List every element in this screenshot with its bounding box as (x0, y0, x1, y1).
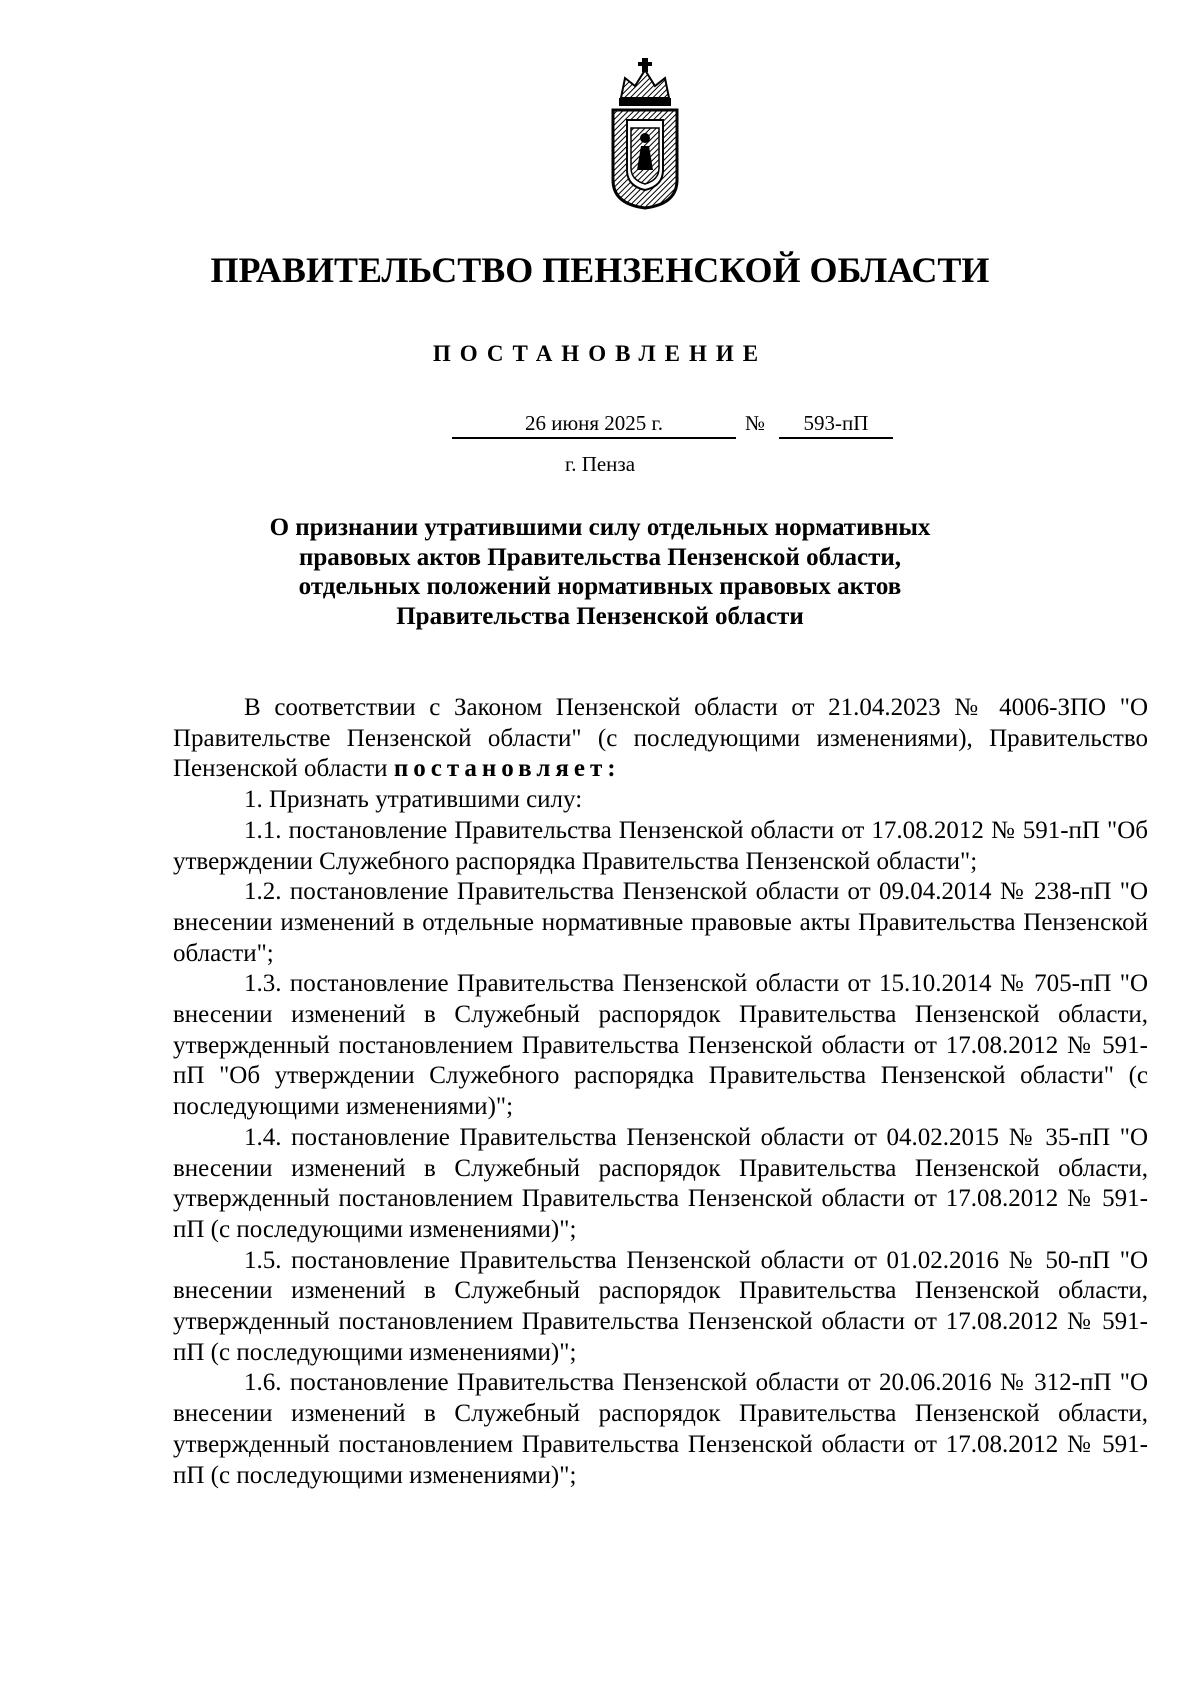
subject-line: Правительства Пензенской области (396, 602, 804, 630)
document-date: 26 июня 2025 г. (452, 410, 736, 439)
document-body (173, 693, 1148, 1491)
decree-word: постановляет: (393, 755, 621, 783)
document-city: г. Пенза (564, 452, 636, 476)
preamble-text: В соответствии с Законом Пензенской области от 21.04.2023 № 4006-ЗПО "О Правительстве Пензенской области" (с последующими изменениями), Правительство Пензенской области (173, 694, 1148, 783)
body-paragraph: 1.1. постановление Правительства Пензенской области от 17.08.2012 № 591-пП "Об утверждении Служебного распорядка Правительства Пензенской области"; (173, 816, 1148, 875)
body-paragraph: 1. Признать утратившими силу: (244, 786, 583, 814)
number-sign: № (745, 411, 766, 435)
body-paragraph: 1.4. постановление Правительства Пензенской области от 04.02.2015 № 35-пП "О внесении изменений в Служебный распорядок Правительства Пензенской области, утвержденный постановлением Правительства Пензенской области от 17.08.2012 № 591-пП (с последующими изменениями)"; (173, 1123, 1148, 1243)
document-type-heading: ПОСТАНОВЛЕНИЕ (432, 341, 768, 366)
body-paragraph: 1.2. постановление Правительства Пензенской области от 09.04.2014 № 238-пП "О внесении изменений в отдельные нормативные правовые акты Правительства Пензенской области"; (173, 878, 1148, 967)
document-subject (240, 513, 960, 631)
body-paragraph: 1.3. постановление Правительства Пензенской области от 15.10.2014 № 705-пП "О внесении изменений в Служебный распорядок Правительства Пензенской области, утвержденный постановлением Правительства Пензенской области от 17.08.2012 № 591-пП "Об утверждении Служебного распорядка Правительства Пензенской области" (с последующими изменениями)"; (173, 970, 1148, 1121)
organization-title: ПРАВИТЕЛЬСТВО ПЕНЗЕНСКОЙ ОБЛАСТИ (210, 250, 990, 290)
document-number: 593-пП (779, 410, 893, 439)
coat-of-arms-emblem (607, 58, 683, 210)
subject-line: О признании утратившими силу отдельных нормативных (269, 514, 931, 541)
body-paragraph: 1.6. постановление Правительства Пензенской области от 20.06.2016 № 312-пП "О внесении изменений в Служебный распорядок Правительства Пензенской области, утвержденный постановлением Правительства Пензенской области от 17.08.2012 № 591-пП (с последующими изменениями)"; (173, 1369, 1148, 1489)
subject-line: правовых актов Правительства Пензенской области, (298, 543, 902, 571)
subject-line: отдельных положений нормативных правовых актов (298, 573, 902, 600)
body-paragraph: 1.5. постановление Правительства Пензенской области от 01.02.2016 № 50-пП "О внесении изменений в Служебный распорядок Правительства Пензенской области, утвержденный постановлением Правительства Пензенской области от 17.08.2012 № 591-пП (с последующими изменениями)"; (173, 1246, 1148, 1366)
preamble-paragraph (173, 693, 1148, 785)
